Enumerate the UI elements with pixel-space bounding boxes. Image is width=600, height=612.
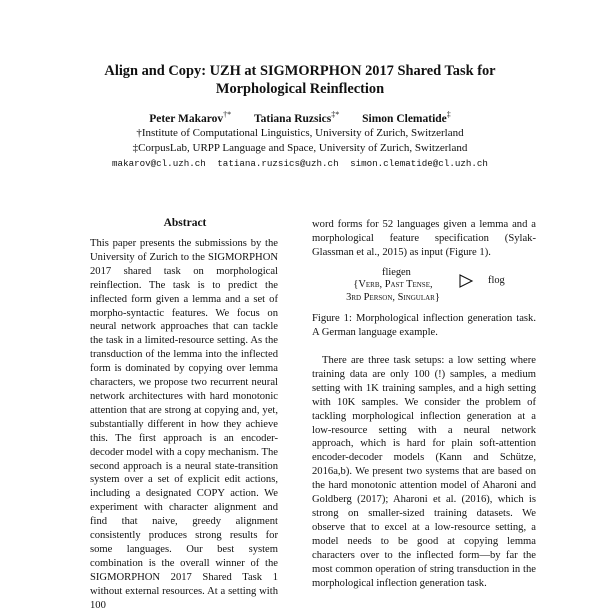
figure-features-line: 3rd Person, Singular} [346,292,440,303]
triangle-arrow-icon [458,273,474,289]
figure-caption: Figure 1: Morphological inflection generation task. A German language example. [312,313,536,338]
paper-title: Align and Copy: UZH at SIGMORPHON 2017 Shared Task for Morphological Reinflection [104,63,496,97]
author-name: Simon Clematide [362,112,447,125]
body-paragraph: There are three task setups: a low setting where training data are only 100 (!) samples, a medium setting with 1K training samples, and a high setting with 10K samples. We consider the problem of tackling morphological inflection generation at a low-resource setting with a neural network approach, which is hard for plain soft-attention encoder-decoder models (Kann and Schütze, 2016a,b). We present two systems that are based on the hard monotonic attention model of Aharoni and Goldberg (2017); Aharoni et al. (2016), which is strong on smaller-sized training datasets. We observe that to excel at a low-resource setting, a model needs to be good at copying lemma characters over to the inflected form—by far the most common operation of string transduction in the morphological inflection generation task. [312,355,536,589]
figure-1 [312,266,536,306]
author-mark: ‡ [446,110,451,119]
author-mark: ‡* [331,110,340,119]
figure-features [336,278,450,304]
author-emails: makarov@cl.uzh.ch tatiana.ruzsics@uzh.ch simon.clematide@cl.uzh.ch [112,158,488,169]
abstract-heading: Abstract [163,217,207,229]
affiliation: ‡CorpusLab, URPP Language and Space, University of Zurich, Switzerland [132,142,468,154]
figure-features-line: {Verb, Past Tense, [353,279,433,290]
author-list [40,108,560,126]
affiliation: †Institute of Computational Linguistics, University of Zurich, Switzerland [136,127,464,139]
author-name: Tatiana Ruzsics [254,112,332,125]
author [362,110,451,125]
author-name: Peter Makarov [149,112,224,125]
figure-output: flog [488,275,505,286]
abstract-text: This paper presents the submissions by the University of Zurich to the SIGMORPHON 2017 shared task on morphological reinflection. The task is to predict the inflected form given a lemma and a set of morpho-syntactic features. We focus on neural network approaches that can tackle the task in a limited-resource setting. As the transduction of the lemma into the inflected form is dominated by copying over lemma characters, we propose two recurrent neural network architectures with hard monotonic attention that are strong at copying and, yet, substantially different in how they achieve this. The first approach is an encoder-decoder model with a copy mechanism. The second approach is a neural state-transition system over a set of explicit edit actions, including a designated COPY action. We experiment with character alignment and find that naive, greedy alignment consistently produces strong results for some languages. Our best system combination is the overall winner of the SIGMORPHON 2017 Shared Task 1 without external resources. At a setting with 100 [90,238,278,611]
figure-lemma: fliegen [382,267,411,278]
author-mark: †* [223,110,232,119]
intro-paragraph: word forms for 52 languages given a lemma and a morphological feature specification (Sylak-Glassman et al., 2015) as input (Figure 1). [312,219,536,258]
author [149,110,232,125]
author [254,110,340,125]
